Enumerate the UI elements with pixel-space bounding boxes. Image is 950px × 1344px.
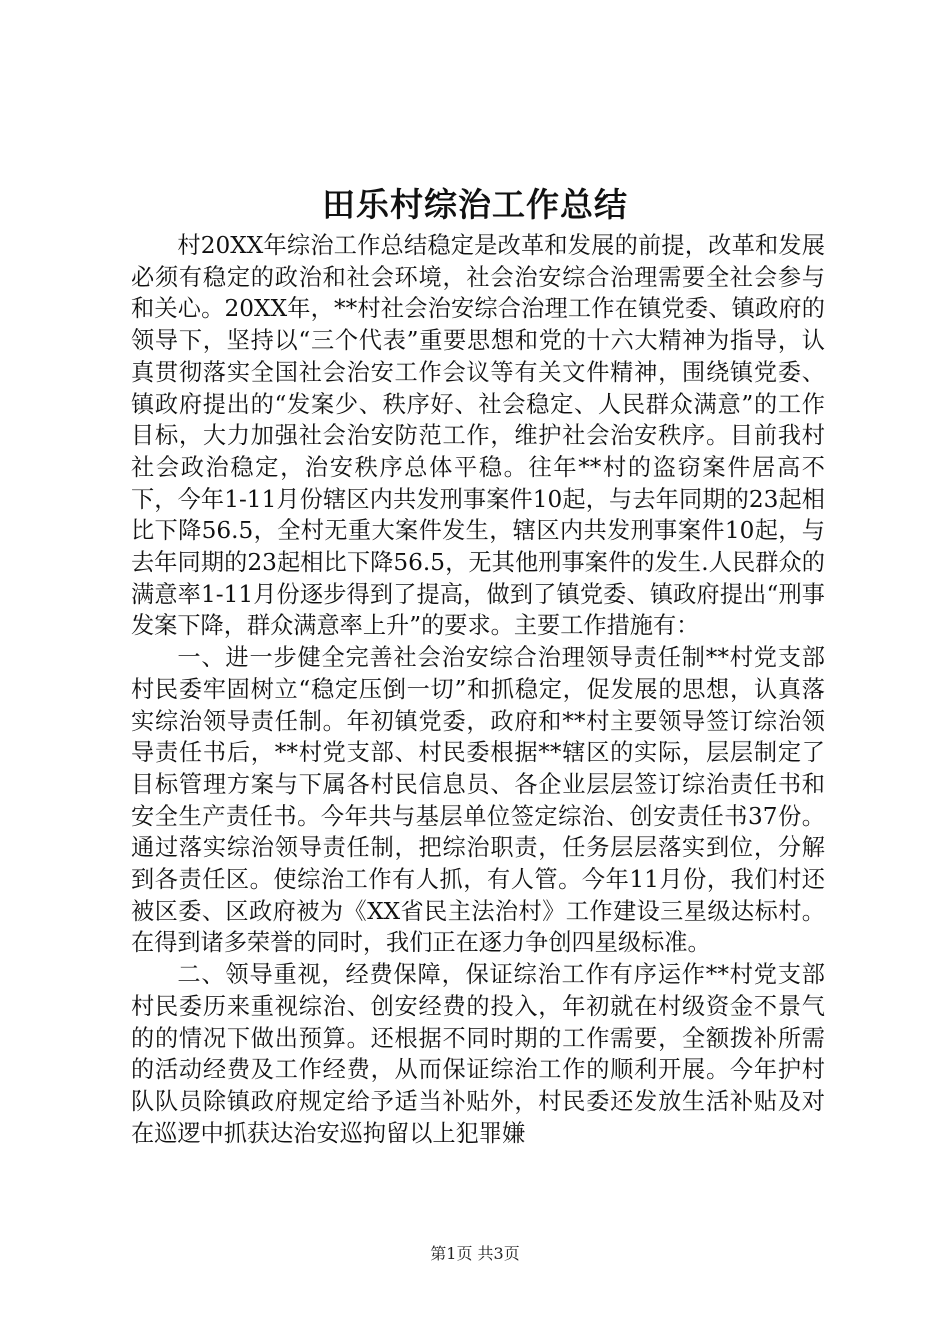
page-number-footer: 第1页 共3页	[430, 1244, 520, 1263]
document-title: 田乐村综治工作总结	[322, 185, 628, 224]
paragraph-section-1: 一、进一步健全完善社会治安综合治理领导责任制**村党支部村民委牢固树立“稳定压倒一切”和抓稳定，促发展的思想，认真落实综治领导责任制。年初镇党委，政府和**村主要领导签订综治领导责任书后，**村党支部、村民委根据**辖区的实际，层层制定了目标管理方案与下属各村民信息员、各企业层层签订综治责任书和安全生产责任书。今年共与基层单位签定综治、创安责任书37份。通过落实综治领导责任制，把综治职责，任务层层落实到位，分解到各责任区。使综治工作有人抓，有人管。今年11月份，我们村还被区委、区政府被为《XX省民主法治村》工作建设三星级达标村。在得到诸多荣誉的同时，我们正在逐力争创四星级标准。	[131, 644, 825, 957]
paragraph-section-2: 二、领导重视，经费保障，保证综治工作有序运作**村党支部村民委历来重视综治、创安经费的投入，年初就在村级资金不景气的的情况下做出预算。还根据不同时期的工作需要，全额拨补所需的活动经费及工作经费，从而保证综治工作的顺利开展。今年护村队队员除镇政府规定给予适当补贴外，村民委还发放生活补贴及对在巡逻中抓获达治安巡拘留以上犯罪嫌	[131, 961, 825, 1147]
paragraph-intro: 村20XX年综治工作总结稳定是改革和发展的前提，改革和发展必须有稳定的政治和社会环境，社会治安综合治理需要全社会参与和关心。20XX年，**村社会治安综合治理工作在镇党委、镇政府的领导下，坚持以“三个代表”重要思想和党的十六大精神为指导，认真贯彻落实全国社会治安工作会议等有关文件精神，围绕镇党委、镇政府提出的“发案少、秩序好、社会稳定、人民群众满意”的工作目标，大力加强社会治安防范工作，维护社会治安秩序。目前我村社会政治稳定，治安秩序总体平稳。往年**村的盗窃案件居高不下，今年1-11月份辖区内共发刑事案件10起，与去年同期的23起相比下降56.5，全村无重大案件发生，辖区内共发刑事案件10起，与去年同期的23起相比下降56.5，无其他刑事案件的发生.人民群众的满意率1-11月份逐步得到了提高，做到了镇党委、镇政府提出“刑事发案下降，群众满意率上升”的要求。主要工作措施有：	[131, 232, 825, 640]
document-body	[131, 230, 825, 1149]
